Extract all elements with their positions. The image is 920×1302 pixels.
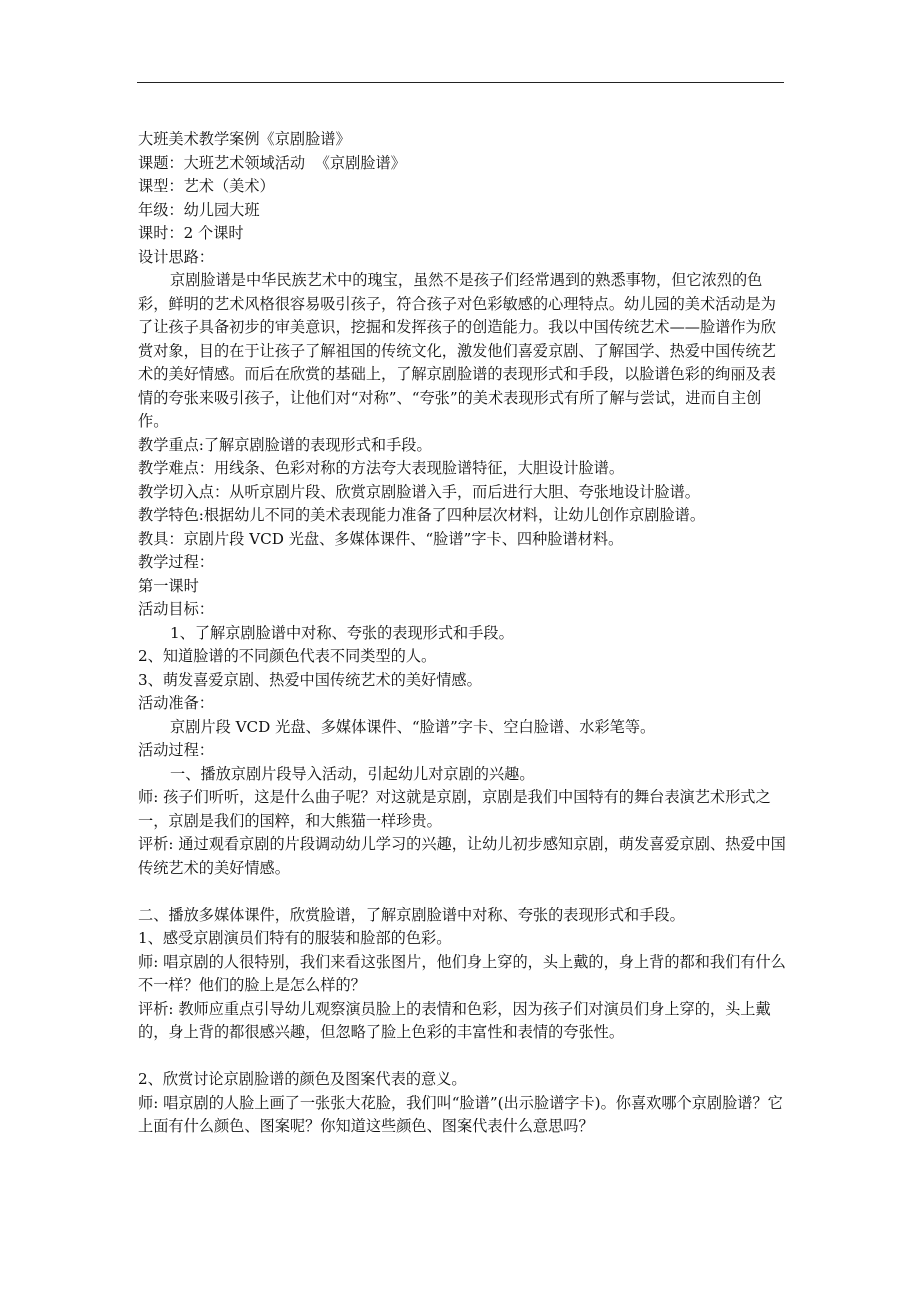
- step-1: 一、播放京剧片段导入活动，引起幼儿对京剧的兴趣。: [170, 764, 535, 783]
- sub-step-2: 2、欣赏讨论京剧脸谱的颜色及图案代表的意义。: [138, 1070, 467, 1088]
- difficulty: 教学难点：用线条、色彩对称的方法夸大表现脸谱特征，大胆设计脸谱。: [138, 459, 624, 477]
- activity-heading: 活动过程：: [138, 741, 214, 759]
- document-body: [138, 128, 786, 1139]
- key-point: 教学重点:了解京剧脸谱的表现形式和手段。: [138, 435, 432, 454]
- comment-1: 评析: 通过观看京剧的片段调动幼儿学习的兴趣，让幼儿初步感知京剧，萌发喜爱京剧、热爱中国传统艺术的美好情感。: [138, 835, 786, 877]
- comment-2: 评析: 教师应重点引导幼儿观察演员脸上的表情和色彩，因为孩子们对演员们身上穿的，头上戴的，身上背的都很感兴趣，但忽略了脸上色彩的丰富性和表情的夸张性。: [138, 999, 771, 1041]
- grade: 年级：幼儿园大班: [138, 200, 260, 219]
- design-body: 京剧脸谱是中华民族艺术中的瑰宝，虽然不是孩子们经常遇到的熟悉事物，但它浓烈的色彩，鲜明的艺术风格很容易吸引孩子，符合孩子对色彩敏感的心理特点。幼儿园的美术活动是为了让孩子具备初步的审美意识，挖掘和发挥孩子的创造能力。我以中国传统艺术——脸谱作为欣赏对象，目的在于让孩子了解祖国的传统文化，激发他们喜爱京剧、了解国学、热爱中国传统艺术的美好情感。而后在欣赏的基础上，了解京剧脸谱的表现形式和手段，以脸谱色彩的绚丽及表情的夸张来吸引孩子，让他们对“对称”、“夸张”的美术表现形式有所了解与尝试，进而自主创作。: [138, 271, 776, 430]
- sub-step-1: 1、感受京剧演员们特有的服装和脸部的色彩。: [138, 929, 452, 947]
- prep-heading: 活动准备：: [138, 694, 214, 712]
- lesson-one: 第一课时: [138, 576, 199, 595]
- tools: 教具：京剧片段 VCD 光盘、多媒体课件、“脸谱”字卡、四种脸谱材料。: [138, 529, 624, 548]
- course-title: 课题：大班艺术领域活动 《京剧脸谱》: [138, 153, 406, 172]
- goal-2: 2、知道脸谱的不同颜色代表不同类型的人。: [138, 647, 437, 665]
- teacher-line-2: 师: 唱京剧的人很特别，我们来看这张图片，他们身上穿的，头上戴的，身上背的都和我们有什么不一样？他们的脸上是怎么样的？: [138, 952, 786, 994]
- design-heading: 设计思路：: [138, 247, 214, 266]
- course-type: 课型：艺术（美术）: [138, 177, 275, 195]
- teacher-line-1: 师: 孩子们听听，这是什么曲子呢？对这就是京剧，京剧是我们中国特有的舞台表演艺术形式之一，京剧是我们的国粹，和大熊猫一样珍贵。: [138, 788, 771, 830]
- spacer: [138, 1045, 786, 1069]
- step-2: 二、播放多媒体课件，欣赏脸谱，了解京剧脸谱中对称、夸张的表现形式和手段。: [138, 905, 685, 924]
- entry-point: 教学切入点：从听京剧片段、欣赏京剧脸谱入手，而后进行大胆、夸张地设计脸谱。: [138, 482, 700, 501]
- teacher-line-3: 师: 唱京剧的人脸上画了一张张大花脸，我们叫“脸谱”(出示脸谱字卡)。你喜欢哪个京剧脸谱？它上面有什么颜色、图案呢？你知道这些颜色、图案代表什么意思吗？: [138, 1093, 783, 1135]
- process-heading: 教学过程：: [138, 553, 214, 571]
- class-hours: 课时：2 个课时: [138, 224, 244, 242]
- prep-body: 京剧片段 VCD 光盘、多媒体课件、“脸谱”字卡、空白脸谱、水彩笔等。: [170, 717, 656, 736]
- document-title: 大班美术教学案例《京剧脸谱》: [138, 130, 351, 148]
- header-rule: [137, 82, 784, 83]
- goal-1: 1、了解京剧脸谱中对称、夸张的表现形式和手段。: [170, 623, 514, 642]
- goal-3: 3、萌发喜爱京剧、热爱中国传统艺术的美好情感。: [138, 670, 482, 689]
- spacer: [138, 880, 786, 904]
- goals-heading: 活动目标：: [138, 600, 214, 618]
- features: 教学特色:根据幼儿不同的美术表现能力准备了四种层次材料，让幼儿创作京剧脸谱。: [138, 506, 706, 524]
